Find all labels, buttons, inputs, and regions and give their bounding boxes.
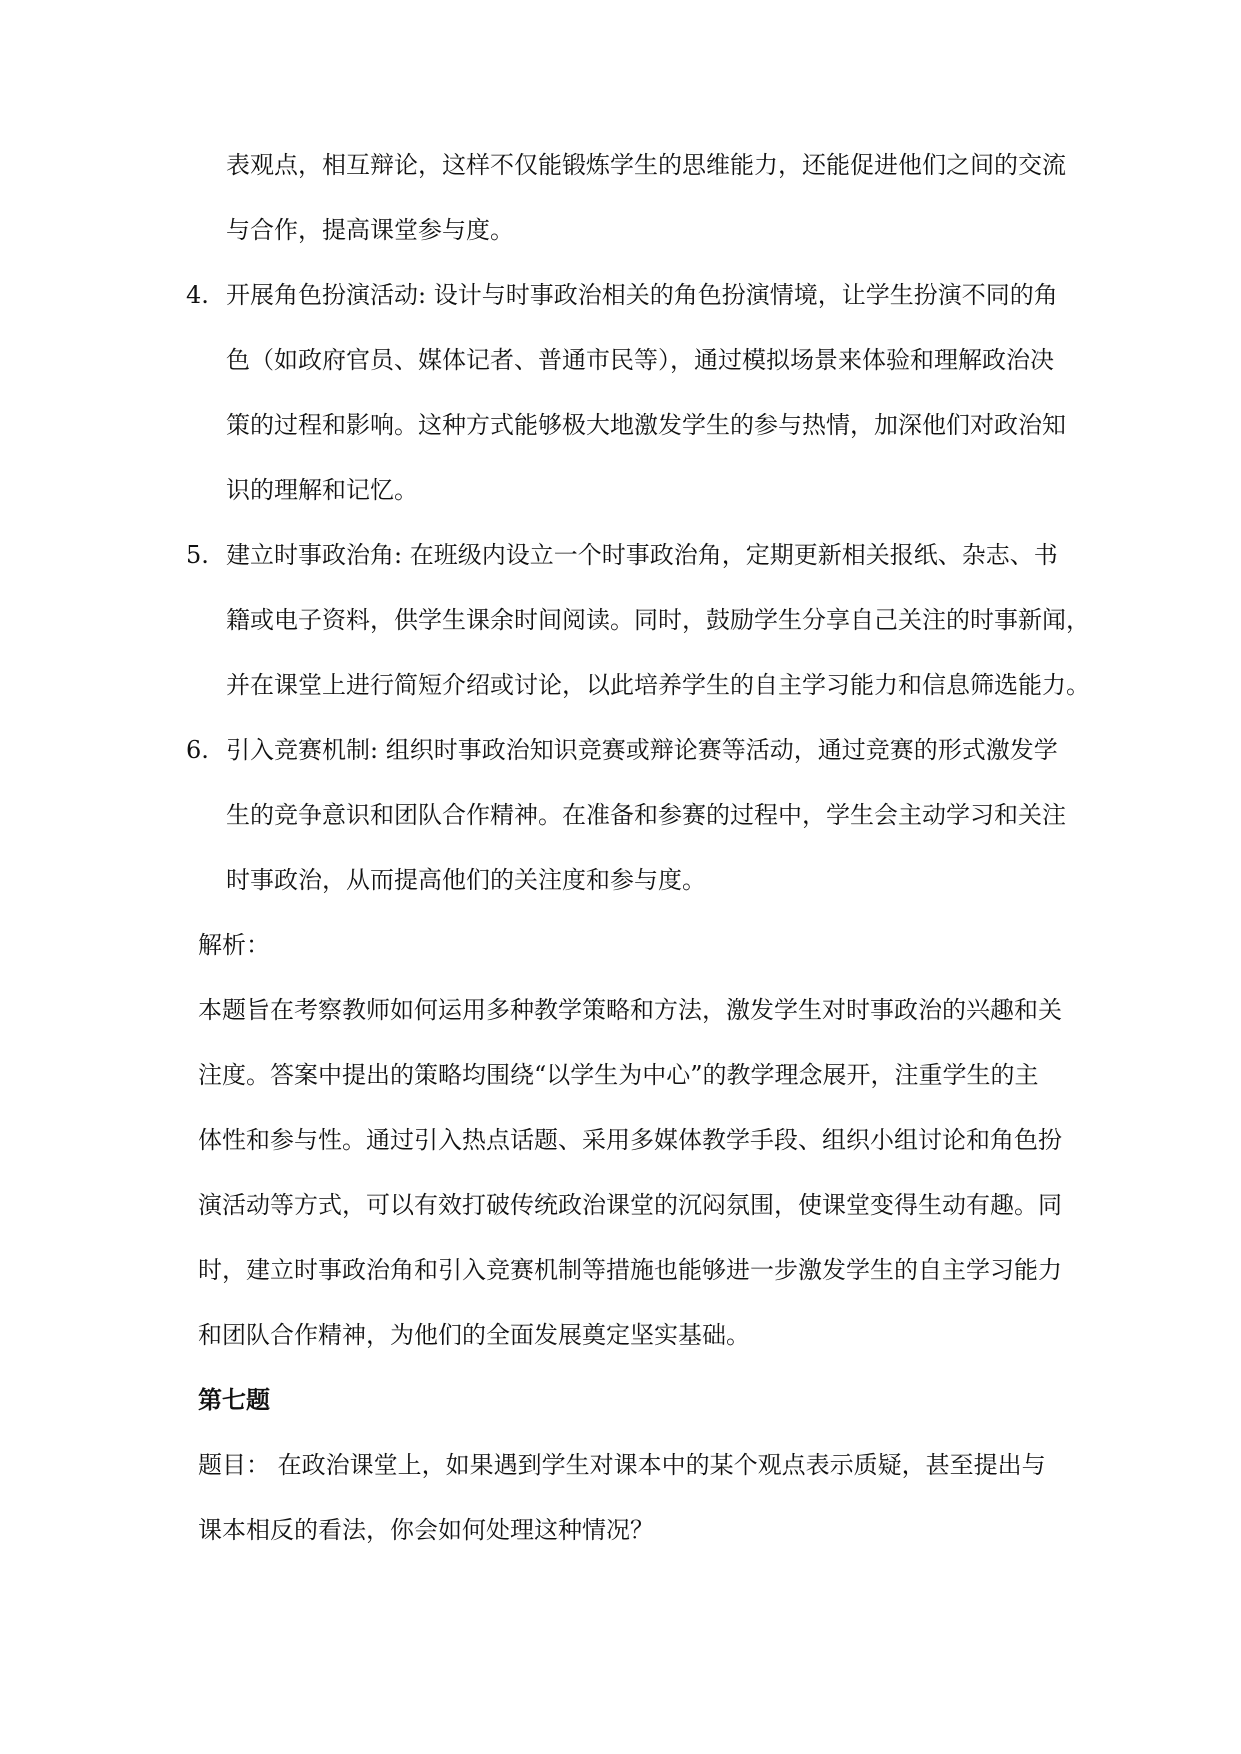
analysis-line-3: 体性和参与性。通过引入热点话题、采用多媒体教学手段、组织小组讨论和角色扮 — [198, 1126, 1062, 1154]
analysis-line-4: 演活动等方式，可以有效打破传统政治课堂的沉闷氛围，使课堂变得生动有趣。同 — [198, 1191, 1062, 1219]
item5-line-2: 籍或电子资料，供学生课余时间阅读。同时，鼓励学生分享自己关注的时事新闻， — [226, 606, 1090, 634]
item5-number: 5. — [186, 541, 209, 569]
item5-line-3: 并在课堂上进行简短介绍或讨论，以此培养学生的自主学习能力和信息筛选能力。 — [226, 671, 1090, 699]
item4-number: 4. — [186, 281, 209, 309]
item4-line-3: 策的过程和影响。这种方式能够极大地激发学生的参与热情，加深他们对政治知 — [226, 411, 1066, 439]
item4-line-2: 色（如政府官员、媒体记者、普通市民等），通过模拟场景来体验和理解政治决 — [226, 346, 1054, 374]
question7-heading: 第七题 — [198, 1385, 270, 1414]
item5-line-1: 建立时事政治角: 在班级内设立一个时事政治角，定期更新相关报纸、杂志、书 — [226, 541, 1058, 569]
question7-line-1: 题目： 在政治课堂上，如果遇到学生对课本中的某个观点表示质疑，甚至提出与 — [198, 1451, 1046, 1479]
item6-line-3: 时事政治，从而提高他们的关注度和参与度。 — [226, 866, 706, 894]
item4-line-4: 识的理解和记忆。 — [226, 476, 418, 504]
question7-line-2: 课本相反的看法，你会如何处理这种情况？ — [198, 1516, 654, 1544]
item6-number: 6. — [186, 736, 209, 764]
item6-line-2: 生的竞争意识和团队合作精神。在准备和参赛的过程中，学生会主动学习和关注 — [226, 801, 1066, 829]
item4-line-1: 开展角色扮演活动: 设计与时事政治相关的角色扮演情境，让学生扮演不同的角 — [226, 281, 1058, 309]
item3-line-2: 与合作，提高课堂参与度。 — [226, 216, 514, 244]
analysis-line-2: 注度。答案中提出的策略均围绕“以学生为中心”的教学理念展开，注重学生的主 — [198, 1061, 1039, 1089]
item3-line-1: 表观点，相互辩论，这样不仅能锻炼学生的思维能力，还能促进他们之间的交流 — [226, 151, 1066, 179]
analysis-label: 解析： — [198, 931, 270, 959]
analysis-line-5: 时，建立时事政治角和引入竞赛机制等措施也能够进一步激发学生的自主学习能力 — [198, 1256, 1062, 1284]
analysis-line-6: 和团队合作精神，为他们的全面发展奠定坚实基础。 — [198, 1321, 750, 1349]
analysis-line-1: 本题旨在考察教师如何运用多种教学策略和方法，激发学生对时事政治的兴趣和关 — [198, 996, 1062, 1024]
item6-line-1: 引入竞赛机制: 组织时事政治知识竞赛或辩论赛等活动，通过竞赛的形式激发学 — [226, 736, 1058, 764]
